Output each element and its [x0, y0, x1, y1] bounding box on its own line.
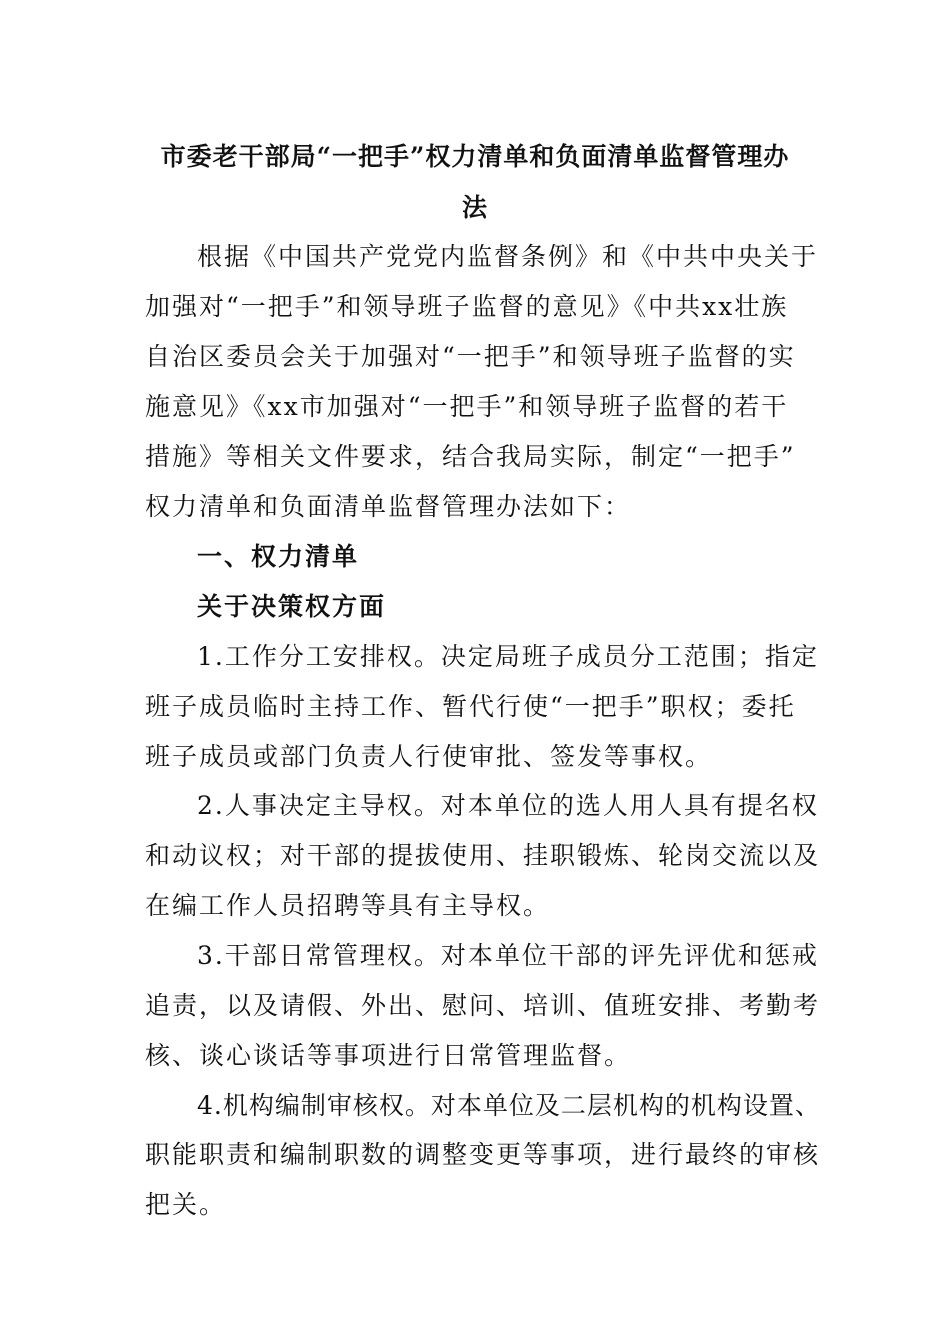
- intro-line: 权力清单和负面清单监督管理办法如下：: [145, 492, 632, 521]
- intro-line: 自治区委员会关于加强对“一把手”和领导班子监督的实: [145, 342, 796, 371]
- item-1-line-1: 1.工作分工安排权。决定局班子成员分工范围；指定: [197, 642, 819, 671]
- document-title-line-1: 市委老干部局“一把手”权力清单和负面清单监督管理办: [160, 142, 790, 171]
- item-2-line-3: 在编工作人员招聘等具有主导权。: [145, 891, 551, 920]
- item-1-line-3: 班子成员或部门负责人行使审批、签发等事权。: [145, 742, 713, 771]
- intro-line: 加强对“一把手”和领导班子监督的意见》《中共xx壮族: [145, 292, 789, 321]
- document-title-line-2: 法: [461, 193, 488, 222]
- item-3-line-1: 3.干部日常管理权。对本单位干部的评先评优和惩戒: [197, 941, 819, 970]
- subsection-heading: 关于决策权方面: [197, 592, 387, 621]
- item-3-line-3: 核、谈心谈话等事项进行日常管理监督。: [145, 1041, 632, 1070]
- item-1-line-2: 班子成员临时主持工作、暂代行使“一把手”职权；委托: [145, 692, 796, 721]
- item-4-line-3: 把关。: [145, 1190, 227, 1219]
- item-2-line-1: 2.人事决定主导权。对本单位的选人用人具有提名权: [197, 791, 819, 820]
- intro-line: 施意见》《xx市加强对“一把手”和领导班子监督的若干: [145, 392, 789, 421]
- section-heading: 一、权力清单: [197, 542, 360, 571]
- item-2-line-2: 和动议权；对干部的提拔使用、挂职锻炼、轮岗交流以及: [145, 841, 821, 870]
- intro-line: 措施》等相关文件要求，结合我局实际，制定“一把手”: [145, 442, 796, 471]
- item-4-line-1: 4.机构编制审核权。对本单位及二层机构的机构设置、: [197, 1091, 821, 1120]
- item-3-line-2: 追责，以及请假、外出、慰问、培训、值班安排、考勤考: [145, 991, 821, 1020]
- intro-line: 根据《中国共产党党内监督条例》和《中共中央关于: [197, 242, 819, 271]
- item-4-line-2: 职能职责和编制职数的调整变更等事项，进行最终的审核: [145, 1140, 821, 1169]
